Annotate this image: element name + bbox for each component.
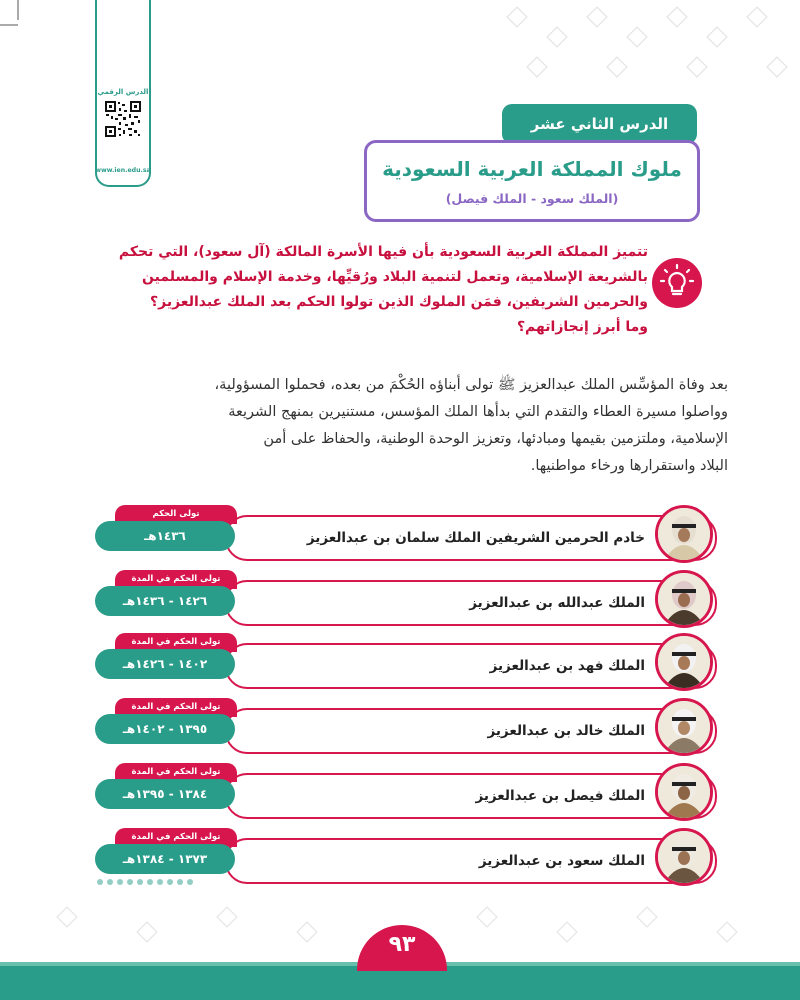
background-pattern xyxy=(480,0,800,110)
king-row-fahd xyxy=(95,633,710,689)
decorative-dots xyxy=(95,875,205,889)
reign-tag: تولى الحكم في المدة xyxy=(115,698,237,717)
reign-years: ١٣٧٣ - ١٣٨٤هـ xyxy=(95,844,235,874)
intro-line: وما أبرز إنجازاتهم؟ xyxy=(516,319,648,335)
king-row-salman xyxy=(95,505,710,561)
king-name: الملك عبدالله بن عبدالعزيز xyxy=(469,595,645,611)
page-number: ٩٣ xyxy=(357,925,447,971)
lesson-subtitle: (الملك سعود - الملك فيصل) xyxy=(445,191,619,206)
reign-years: ١٤٣٦هـ xyxy=(95,521,235,551)
king-portrait xyxy=(655,570,713,628)
king-portrait xyxy=(655,698,713,756)
king-portrait xyxy=(655,763,713,821)
digital-lesson-url[interactable]: www.ien.edu.sa xyxy=(95,167,151,174)
intro-line: بالشريعة الإسلامية، وتعمل لتنمية البلاد ورُقيِّها، وخدمة الإسلام والمسلمين xyxy=(142,269,648,285)
body-line: البلاد واستقرارها ورخاء مواطنيها. xyxy=(530,458,728,474)
body-paragraph xyxy=(88,372,728,480)
king-name-pill xyxy=(225,515,717,561)
king-name: الملك خالد بن عبدالعزيز xyxy=(487,723,645,739)
digital-lesson-box[interactable] xyxy=(95,0,151,187)
reign-years: ١٤٠٢ - ١٤٢٦هـ xyxy=(95,649,235,679)
reign-tag: تولى الحكم في المدة xyxy=(115,763,237,782)
body-line: بعد وفاة المؤسِّس الملك عبدالعزيز ﷺ تولى أبناؤه الحُكْمَ من بعده، فحملوا المسؤولية، xyxy=(214,377,728,393)
king-name-pill xyxy=(225,643,717,689)
king-name: الملك فيصل بن عبدالعزيز xyxy=(475,788,645,804)
intro-question xyxy=(88,240,648,340)
lesson-title-box xyxy=(364,140,700,222)
lesson-title: ملوك المملكة العربية السعودية xyxy=(382,157,682,181)
king-portrait xyxy=(655,633,713,691)
body-line: الإسلامية، وملتزمين بقيمها ومبادئها، وتعزيز الوحدة الوطنية، والحفاظ على أمن xyxy=(263,431,728,447)
king-name-pill xyxy=(225,838,717,884)
body-line: وواصلوا مسيرة العطاء والتقدم التي بدأها الملك المؤسس، مستنيرين بمنهج الشريعة xyxy=(228,404,728,420)
reign-tag: تولى الحكم xyxy=(115,505,237,524)
lesson-number-tab: الدرس الثاني عشر xyxy=(502,104,697,144)
reign-years: ١٣٨٤ - ١٣٩٥هـ xyxy=(95,779,235,809)
intro-line: والحرمين الشريفين، فمَن الملوك الذين تولوا الحكم بعد الملك عبدالعزيز؟ xyxy=(150,294,648,310)
reign-tag: تولى الحكم في المدة xyxy=(115,828,237,847)
intro-line: تتميز المملكة العربية السعودية بأن فيها الأسرة المالكة (آل سعود)، التي تحكم xyxy=(118,244,648,260)
king-name-pill xyxy=(225,580,717,626)
king-portrait xyxy=(655,505,713,563)
king-name: الملك سعود بن عبدالعزيز xyxy=(478,853,645,869)
king-row-abdullah xyxy=(95,570,710,626)
king-portrait xyxy=(655,828,713,886)
king-name-pill xyxy=(225,773,717,819)
digital-lesson-label: الدرس الرقمي xyxy=(97,88,149,96)
king-row-khalid xyxy=(95,698,710,754)
reign-years: ١٣٩٥ - ١٤٠٢هـ xyxy=(95,714,235,744)
reign-tag: تولى الحكم في المدة xyxy=(115,570,237,589)
king-name-pill xyxy=(225,708,717,754)
king-name: خادم الحرمين الشريفين الملك سلمان بن عبدالعزيز xyxy=(306,530,645,546)
qr-code-icon[interactable] xyxy=(104,100,142,138)
king-row-faisal xyxy=(95,763,710,819)
king-name: الملك فهد بن عبدالعزيز xyxy=(489,658,645,674)
lightbulb-icon xyxy=(652,258,702,308)
crop-marks xyxy=(0,0,30,30)
footer-band xyxy=(0,966,800,1000)
reign-tag: تولى الحكم في المدة xyxy=(115,633,237,652)
reign-years: ١٤٢٦ - ١٤٣٦هـ xyxy=(95,586,235,616)
